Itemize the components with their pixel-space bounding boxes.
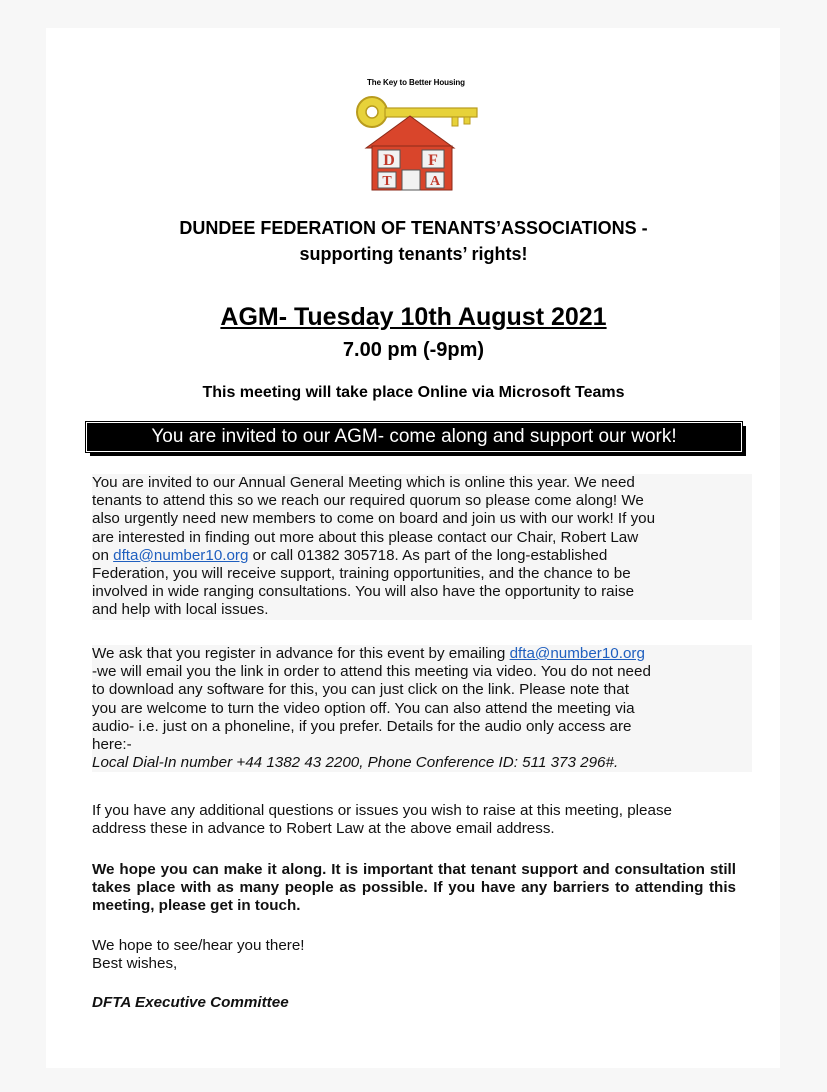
text-line-with-email (92, 547, 752, 565)
text-fragment: on (92, 546, 114, 564)
text-line: are interested in finding out more about this please contact our Chair, Robert Law (92, 528, 639, 546)
paragraph-hope: We hope you can make it along. It is important that tenant support and consultation still takes place with as many people as possible. If you have any barriers to attending this meeting, please get in touch. (92, 861, 736, 915)
closing (92, 937, 752, 973)
text-line: If you have any additional questions or issues you wish to raise at this meeting, please (92, 802, 672, 819)
text-line: also urgently need new members to come on board and join us with our work! If you (92, 510, 656, 528)
paragraph-intro (92, 474, 752, 620)
online-note: This meeting will take place Online via Microsoft Teams (202, 384, 625, 401)
text-line: tenants to attend this so we reach our required quorum so please come along! We (92, 492, 644, 510)
agm-time: 7.00 pm (-9pm) (342, 339, 485, 361)
dfta-logo (352, 78, 480, 192)
paragraph-questions (92, 802, 752, 838)
signature: DFTA Executive Committee (92, 994, 289, 1011)
org-name-line2: supporting tenants’ rights! (299, 244, 528, 264)
logo-letter-t: T (382, 174, 392, 189)
invite-banner (86, 422, 748, 456)
text-line: address these in advance to Robert Law at the above email address. (92, 820, 555, 838)
text-line: to download any software for this, you can just click on the link. Please note that (92, 681, 629, 699)
logo-letter-f: F (428, 152, 438, 169)
text-line: you are welcome to turn the video option off. You can also attend the meeting via (92, 699, 635, 717)
text-line: and help with local issues. (92, 601, 269, 619)
text-fragment: We ask that you register in advance for this event by emailing (92, 645, 510, 662)
closing-line: We hope to see/hear you there! (92, 937, 305, 954)
text-line: here:- (92, 736, 132, 754)
paragraph-register (92, 645, 752, 772)
text-line: You are invited to our Annual General Meeting which is online this year. We need (92, 474, 635, 491)
key-house-icon (352, 86, 480, 192)
agm-title: AGM- Tuesday 10th August 2021 (220, 303, 607, 331)
logo-tagline: The Key to Better Housing (367, 78, 465, 87)
text-line: -we will email you the link in order to attend this meeting via video. You do not need (92, 663, 651, 681)
logo-letter-a: A (429, 174, 441, 189)
text-line-with-email (92, 645, 752, 663)
dial-in-details: Local Dial-In number +44 1382 43 2200, Phone Conference ID: 511 373 296#. (92, 754, 619, 772)
email-link[interactable]: dfta@number10.org (113, 546, 249, 564)
text-line: audio- i.e. just on a phoneline, if you prefer. Details for the audio only access are (92, 717, 632, 735)
text-fragment: or call 01382 305718. As part of the long-established (248, 546, 608, 564)
email-link[interactable]: dfta@number10.org (509, 645, 645, 662)
text-line: Federation, you will receive support, training opportunities, and the chance to be (92, 565, 631, 583)
logo-letter-d: D (383, 152, 395, 169)
closing-line: Best wishes, (92, 955, 178, 973)
banner-text: You are invited to our AGM- come along and support our work! (86, 422, 742, 452)
org-name-line1: DUNDEE FEDERATION OF TENANTS’ASSOCIATIONS - (179, 218, 648, 238)
text-line: involved in wide ranging consultations. You will also have the opportunity to raise (92, 583, 635, 601)
